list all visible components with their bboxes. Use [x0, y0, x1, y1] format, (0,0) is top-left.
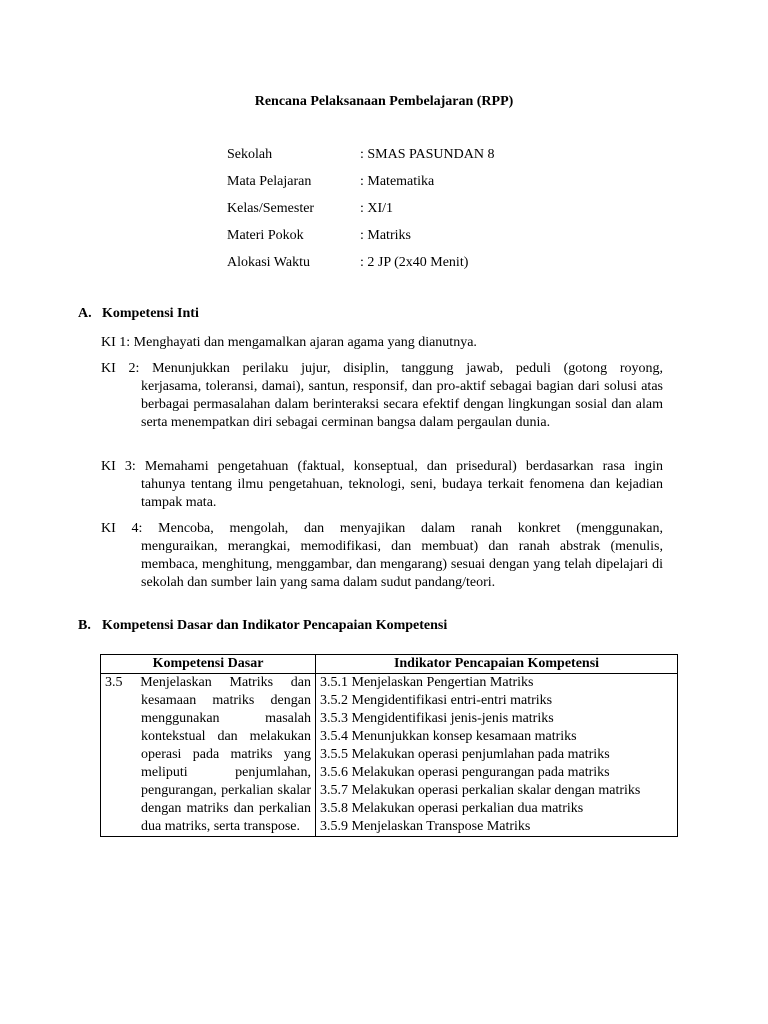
indicator-item: 3.5.8 Melakukan operasi perkalian dua matriks: [320, 801, 584, 816]
indicator-item: 3.5.2 Mengidentifikasi entri-entri matriks: [320, 693, 553, 708]
identity-value: : 2 JP (2x40 Menit): [360, 255, 469, 270]
identity-label: Alokasi Waktu: [227, 255, 310, 270]
indicator-item: 3.5.1 Menjelaskan Pengertian Matriks: [320, 675, 534, 690]
indicator-item: 3.5.4 Menunjukkan konsep kesamaan matriks: [320, 729, 577, 744]
table-header-kd: Kompetensi Dasar: [101, 655, 316, 674]
kd-cell: [101, 674, 316, 837]
identity-label: Mata Pelajaran: [227, 174, 312, 189]
section-b-heading: [78, 618, 447, 634]
identity-block: [227, 146, 494, 281]
ki-continuation: menguraikan, merangkai, memodifikasi, dan membuat) dan ranah abstrak (menulis, membaca, menghitung, menggambar, dan mengarang) sesuai dengan yang telah dipelajari di sekolah dan sumber lain yang sama dalam sudut pandang/teori.: [141, 539, 663, 590]
identity-value: : Matematika: [360, 174, 435, 189]
indicator-item: 3.5.5 Melakukan operasi penjumlahan pada matriks: [320, 747, 610, 762]
section-letter: A.: [78, 306, 92, 321]
kd-continuation: kesamaan matriks dengan menggunakan masalah kontekstual dan melakukan operasi pada matriks yang meliputi penjumlahan, pengurangan, perkalian skalar dengan matriks dan perkalian dua matriks, serta transpose.: [141, 693, 311, 834]
identity-row-kelas-semester: [227, 200, 494, 227]
identity-value: : XI/1: [360, 201, 394, 216]
ki-4: [101, 520, 663, 592]
section-title: Kompetensi Inti: [102, 306, 199, 321]
indicator-item: 3.5.7 Melakukan operasi perkalian skalar dengan matriks: [320, 783, 641, 798]
identity-label: Kelas/Semester: [227, 201, 315, 216]
identity-value: : Matriks: [360, 228, 411, 243]
table-row: [101, 674, 678, 837]
identity-row-materi-pokok: [227, 227, 494, 254]
document-title: Rencana Pelaksanaan Pembelajaran (RPP): [254, 94, 514, 109]
ki-first-line: KI 3: Memahami pengetahuan (faktual, konseptual, dan prisedural) berdasarkan rasa ingin: [101, 459, 663, 474]
indicator-item: 3.5.6 Melakukan operasi pengurangan pada matriks: [320, 765, 610, 780]
indicator-cell: [316, 674, 678, 837]
kompetensi-table: [100, 654, 678, 837]
kd-first-line: 3.5 Menjelaskan Matriks dan: [105, 675, 311, 690]
table-header-row: [101, 655, 678, 674]
identity-label: Sekolah: [227, 147, 273, 162]
ki-first-line: KI 4: Mencoba, mengolah, dan menyajikan dalam ranah konkret (menggunakan,: [101, 521, 663, 536]
section-title: Kompetensi Dasar dan Indikator Pencapaian Kompetensi: [102, 618, 448, 633]
ki-continuation: tahunya tentang ilmu pengetahuan, teknologi, seni, budaya terkait fenomena dan kejadian tampak mata.: [141, 477, 663, 510]
identity-row-mata-pelajaran: [227, 173, 494, 200]
section-a-heading: [78, 306, 199, 322]
ki-2: [101, 360, 663, 432]
table-header-indikator: Indikator Pencapaian Kompetensi: [316, 655, 678, 674]
identity-value: : SMAS PASUNDAN 8: [360, 147, 495, 162]
ki-continuation: kerjasama, toleransi, damai), santun, responsif, dan pro-aktif sebagai bagian dari solusi atas berbagai permasalahan dalam berinteraksi secara efektif dengan lingkungan sosial dan alam serta menempatkan diri sebagai cerminan bangsa dalam pergaulan dunia.: [141, 379, 663, 430]
ki-first-line: KI 2: Menunjukkan perilaku jujur, disiplin, tanggung jawab, peduli (gotong royong,: [101, 361, 663, 376]
identity-row-sekolah: [227, 146, 494, 173]
ki-3: [101, 458, 663, 512]
indicator-item: 3.5.3 Mengidentifikasi jenis-jenis matriks: [320, 711, 554, 726]
ki-first-line: KI 1: Menghayati dan mengamalkan ajaran agama yang dianutnya.: [101, 335, 477, 350]
identity-label: Materi Pokok: [227, 228, 304, 243]
identity-row-alokasi-waktu: [227, 254, 494, 281]
ki-1: [101, 334, 663, 352]
indicator-item: 3.5.9 Menjelaskan Transpose Matriks: [320, 819, 531, 834]
section-letter: B.: [78, 618, 91, 633]
